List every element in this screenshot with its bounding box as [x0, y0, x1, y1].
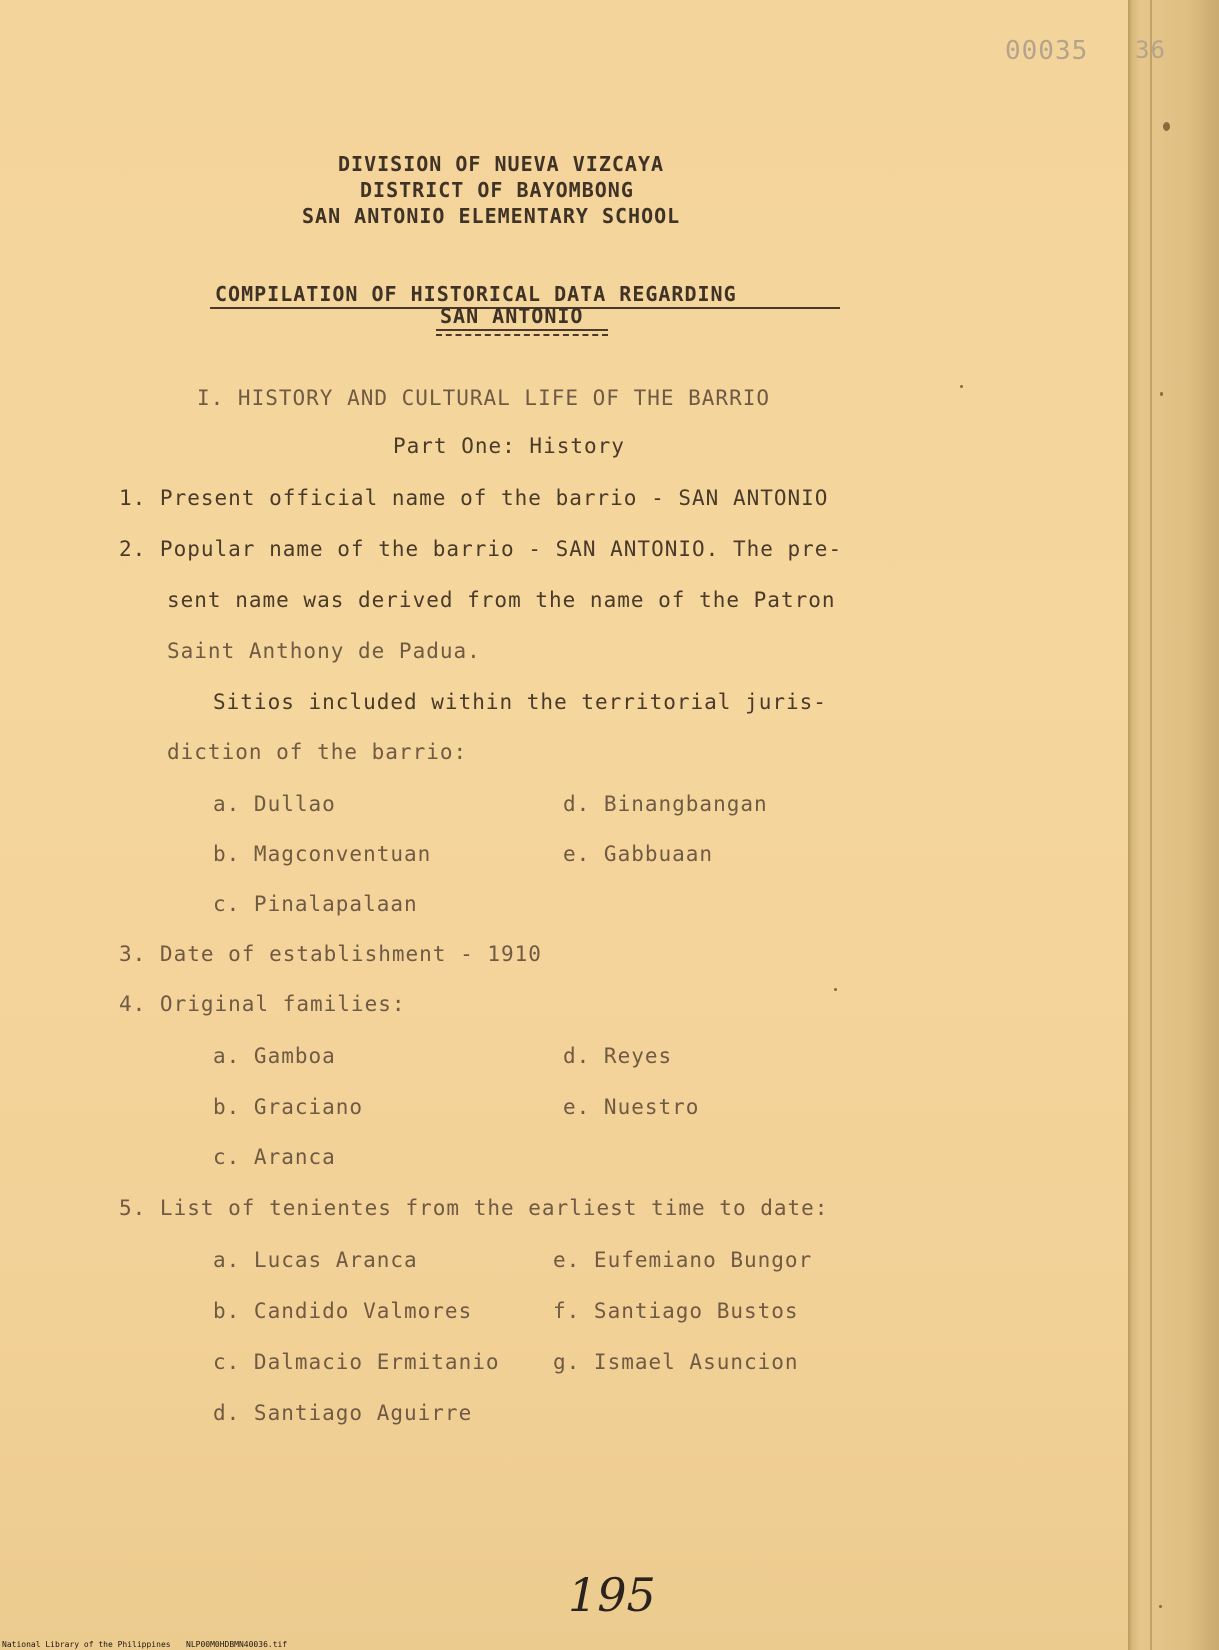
teniente-item: e. Eufemiano Bungor — [553, 1248, 813, 1272]
header-school: SAN ANTONIO ELEMENTARY SCHOOL — [302, 204, 681, 228]
sitio-item: e. Gabbuaan — [563, 842, 714, 866]
item-2-line-2: sent name was derived from the name of the Patron — [167, 588, 836, 612]
teniente-item: g. Ismael Asuncion — [553, 1350, 799, 1374]
footer-filename: NLP00M0HDBMN40036.tif — [186, 1640, 288, 1649]
item-2-line-3: Saint Anthony de Padua. — [167, 639, 481, 663]
family-item: e. Nuestro — [563, 1095, 700, 1119]
sitios-line-2: diction of the barrio: — [167, 740, 468, 764]
header-division: DIVISION OF NUEVA VIZCAYA — [338, 152, 665, 176]
item-1-official-name: 1. Present official name of the barrio - SAN ANTONIO — [119, 486, 829, 510]
page-fold-line — [1150, 0, 1152, 1650]
header-district: DISTRICT OF BAYOMBONG — [360, 178, 634, 202]
paper-spot — [834, 988, 837, 991]
title-underline-2 — [436, 329, 608, 331]
paper-spot — [960, 385, 963, 388]
teniente-item: b. Candido Valmores — [213, 1299, 473, 1323]
sitio-item: a. Dullao — [213, 792, 336, 816]
sitio-item: d. Binangbangan — [563, 792, 768, 816]
title-line-1: COMPILATION OF HISTORICAL DATA REGARDING — [215, 282, 737, 306]
archive-stamp-number: 00035 — [1005, 36, 1089, 66]
paper-spot — [1159, 1605, 1162, 1608]
paper-spot — [1163, 122, 1170, 131]
family-item: b. Graciano — [213, 1095, 364, 1119]
teniente-item: a. Lucas Aranca — [213, 1248, 418, 1272]
footer-library: National Library of the Philippines — [2, 1640, 171, 1649]
item-2-popular-name: 2. Popular name of the barrio - SAN ANTONIO. The pre- — [119, 537, 843, 561]
family-item: c. Aranca — [213, 1145, 336, 1169]
title-line-2: SAN ANTONIO — [440, 304, 584, 328]
item-4-original-families: 4. Original families: — [119, 992, 406, 1016]
family-item: d. Reyes — [563, 1044, 673, 1068]
section-heading: I. HISTORY AND CULTURAL LIFE OF THE BARRIO — [197, 386, 771, 410]
sitio-item: c. Pinalapalaan — [213, 892, 418, 916]
paper-spot — [1160, 392, 1163, 396]
item-3-date-established: 3. Date of establishment - 1910 — [119, 942, 542, 966]
teniente-item: f. Santiago Bustos — [553, 1299, 799, 1323]
teniente-item: d. Santiago Aguirre — [213, 1401, 473, 1425]
handwritten-page-number: 195 — [568, 1568, 656, 1622]
part-heading: Part One: History — [393, 434, 625, 458]
sitios-line-1: Sitios included within the territorial juris- — [213, 690, 827, 714]
title-underline-2-dashed — [436, 334, 608, 336]
sitio-item: b. Magconventuan — [213, 842, 432, 866]
archive-stamp-suffix: 36 — [1135, 36, 1166, 64]
page-edge — [1128, 0, 1219, 1650]
family-item: a. Gamboa — [213, 1044, 336, 1068]
item-5-tenientes: 5. List of tenientes from the earliest time to date: — [119, 1196, 829, 1220]
teniente-item: c. Dalmacio Ermitanio — [213, 1350, 500, 1374]
